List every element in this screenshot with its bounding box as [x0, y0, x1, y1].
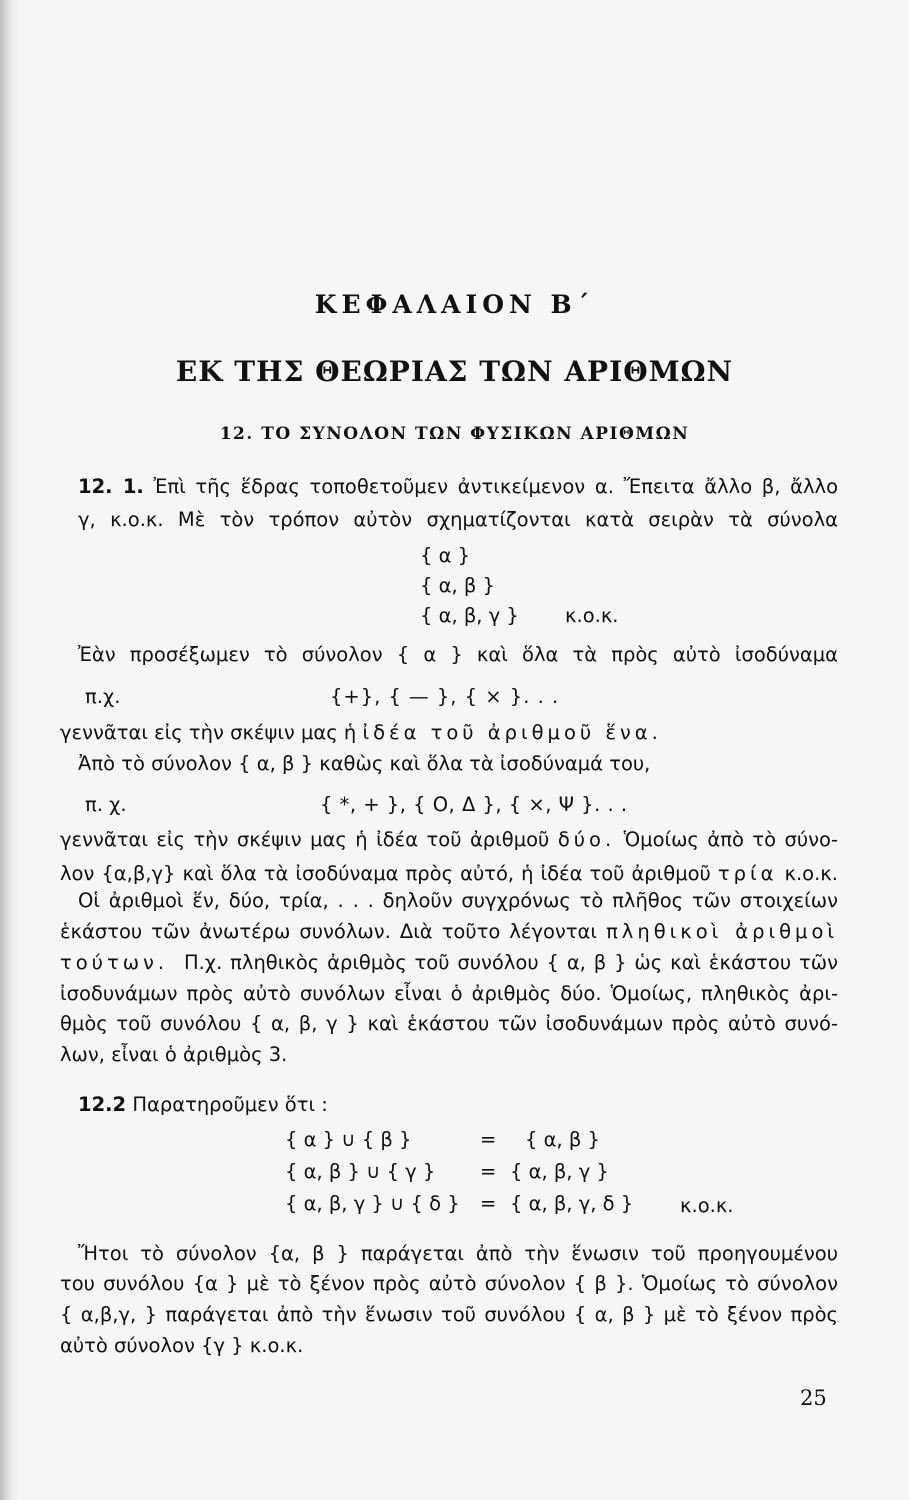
paragraph-3-line-1: Ἀπὸ τὸ σύνολον { α, β } καθὼς καὶ ὅλα τὰ ἰσοδύναμά του,: [78, 752, 651, 775]
example-sets: { *, + }, { Ο, Δ }, { ×, Ψ }. . .: [320, 793, 628, 816]
equation-rhs: { α, β }: [525, 1128, 600, 1151]
paragraph-12-2-line-1: [78, 1093, 328, 1116]
paragraph-4-line-3: [60, 951, 838, 974]
text-segment: Ὁμοίως ἀπὸ τὸ σύνο-: [615, 828, 838, 851]
equation-equals: =: [480, 1160, 497, 1183]
paragraph-6-line-1: Ἤτοι τὸ σύνολον {α, β } παράγεται ἀπὸ τὴν ἕνωσιν τοῦ προηγουμένου: [78, 1242, 838, 1265]
paragraph-3-line-4: [60, 862, 838, 885]
page-number: 25: [800, 1386, 827, 1410]
text-segment: ἑκάστου τῶν ἀνωτέρω συνόλων. Διὰ τοῦτο λέγονται: [60, 920, 607, 943]
text-segment: γεννᾶται εἰς τὴν σκέψιν μας ἡ: [60, 721, 363, 744]
paragraph-4-line-4: ἰσοδυνάμων πρὸς αὐτὸ συνόλων εἶναι ὁ ἀριθμὸς δύο. Ὁμοίως, πληθικὸς ἀρι-: [60, 982, 838, 1005]
kok-label: κ.ο.κ.: [680, 1194, 734, 1217]
equation-equals: =: [480, 1128, 497, 1151]
text-segment: γεννᾶται εἰς τὴν σκέψιν μας ἡ ἰδέα τοῦ ἀριθμοῦ: [60, 828, 558, 851]
chapter-title: ΕΚ ΤΗΣ ΘΕΩΡΙΑΣ ΤΩΝ ΑΡΙΘΜΩΝ: [175, 355, 734, 388]
equation-rhs: { α, β, γ }: [510, 1160, 609, 1183]
text-segment: κ.ο.κ.: [777, 862, 838, 885]
text-line: Παρατηροῦμεν ὅτι :: [132, 1093, 328, 1116]
paragraph-12-1-line-1: [78, 475, 838, 498]
paragraph-2-line-3: [60, 721, 838, 744]
emphasized-term: τρία: [717, 862, 778, 885]
equation-equals: =: [480, 1192, 497, 1215]
set-alpha-beta: { α, β }: [420, 574, 495, 597]
paragraph-4-line-2: [60, 920, 838, 943]
set-alpha-beta-gamma: { α, β, γ }: [420, 604, 519, 627]
equation-rhs: { α, β, γ, δ }: [510, 1192, 634, 1215]
emphasized-term: πληθικοὶ ἀριθμοὶ: [606, 920, 838, 943]
equation-lhs: { α, β, γ } ∪ { δ }: [285, 1192, 460, 1215]
emphasized-term: ἰδέα τοῦ ἀριθμοῦ ἕνα.: [362, 721, 662, 744]
paragraph-4-line-1: Οἱ ἀριθμοὶ ἕν, δύο, τρία, . . . δηλοῦν συγχρόνως τὸ πλῆθος τῶν στοιχείων: [78, 889, 838, 912]
text-line: Ἐπὶ τῆς ἕδρας τοποθετοῦμεν ἀντικείμενον α. Ἔπειτα ἄλλο β, ἄλλο: [153, 475, 839, 498]
emphasized-term: δύο.: [557, 828, 616, 851]
example-label: π.χ.: [85, 685, 121, 708]
set-alpha: { α }: [420, 544, 471, 567]
text-segment: Π.χ. πληθικὸς ἀριθμὸς τοῦ συνόλου { α, β } ὡς καὶ ἑκάστου τῶν: [183, 951, 838, 974]
paragraph-12-1-line-2: γ, κ.ο.κ. Μὲ τὸν τρόπον αὐτὸν σχηματίζονται κατὰ σειρὰν τὰ σύνολα: [78, 508, 838, 531]
example-label: π. χ.: [85, 793, 127, 816]
paragraph-4-line-6: λων, εἶναι ὁ ἀριθμὸς 3.: [60, 1043, 288, 1066]
emphasized-term: τούτων.: [60, 951, 169, 974]
paragraph-2-line-1: Ἐὰν προσέξωμεν τὸ σύνολον { α } καὶ ὅλα τὰ πρὸς αὐτὸ ἰσοδύναμα: [78, 643, 838, 666]
kok-label: κ.ο.κ.: [565, 604, 619, 627]
equation-lhs: { α, β } ∪ { γ }: [285, 1160, 436, 1183]
chapter-heading: ΚΕΦΑΛΑΙΟΝ Β΄: [314, 290, 595, 319]
paragraph-6-line-3: { α,β,γ, } παράγεται ἀπὸ τὴν ἕνωσιν τοῦ συνόλου { α, β } μὲ τὸ ξένον πρὸς: [60, 1303, 838, 1326]
page-binding-shadow: [0, 0, 20, 1500]
section-heading: 12. ΤΟ ΣΥΝΟΛΟΝ ΤΩΝ ΦΥΣΙΚΩΝ ΑΡΙΘΜΩΝ: [219, 424, 690, 444]
paragraph-4-line-5: θμὸς τοῦ συνόλου { α, β, γ } καὶ ἑκάστου τῶν ἰσοδυνάμων πρὸς αὐτὸ συνό-: [60, 1012, 838, 1035]
text-segment: λον {α,β,γ} καὶ ὅλα τὰ ἰσοδύναμα πρὸς αὐτό, ἡ ἰδέα τοῦ ἀριθμοῦ: [60, 862, 718, 885]
paragraph-number: 12. 1.: [78, 475, 144, 498]
paragraph-number: 12.2: [78, 1093, 127, 1116]
paragraph-3-line-3: [60, 828, 838, 851]
example-sets: {+}, { — }, { × }. . .: [330, 685, 560, 708]
equation-lhs: { α } ∪ { β }: [285, 1128, 412, 1151]
paragraph-6-line-4: αὐτὸ σύνολον {γ } κ.ο.κ.: [60, 1334, 304, 1357]
paragraph-6-line-2: του συνόλου {α } μὲ τὸ ξένον πρὸς αὐτὸ σύνολον { β }. Ὁμοίως τὸ σύνολον: [60, 1272, 838, 1295]
